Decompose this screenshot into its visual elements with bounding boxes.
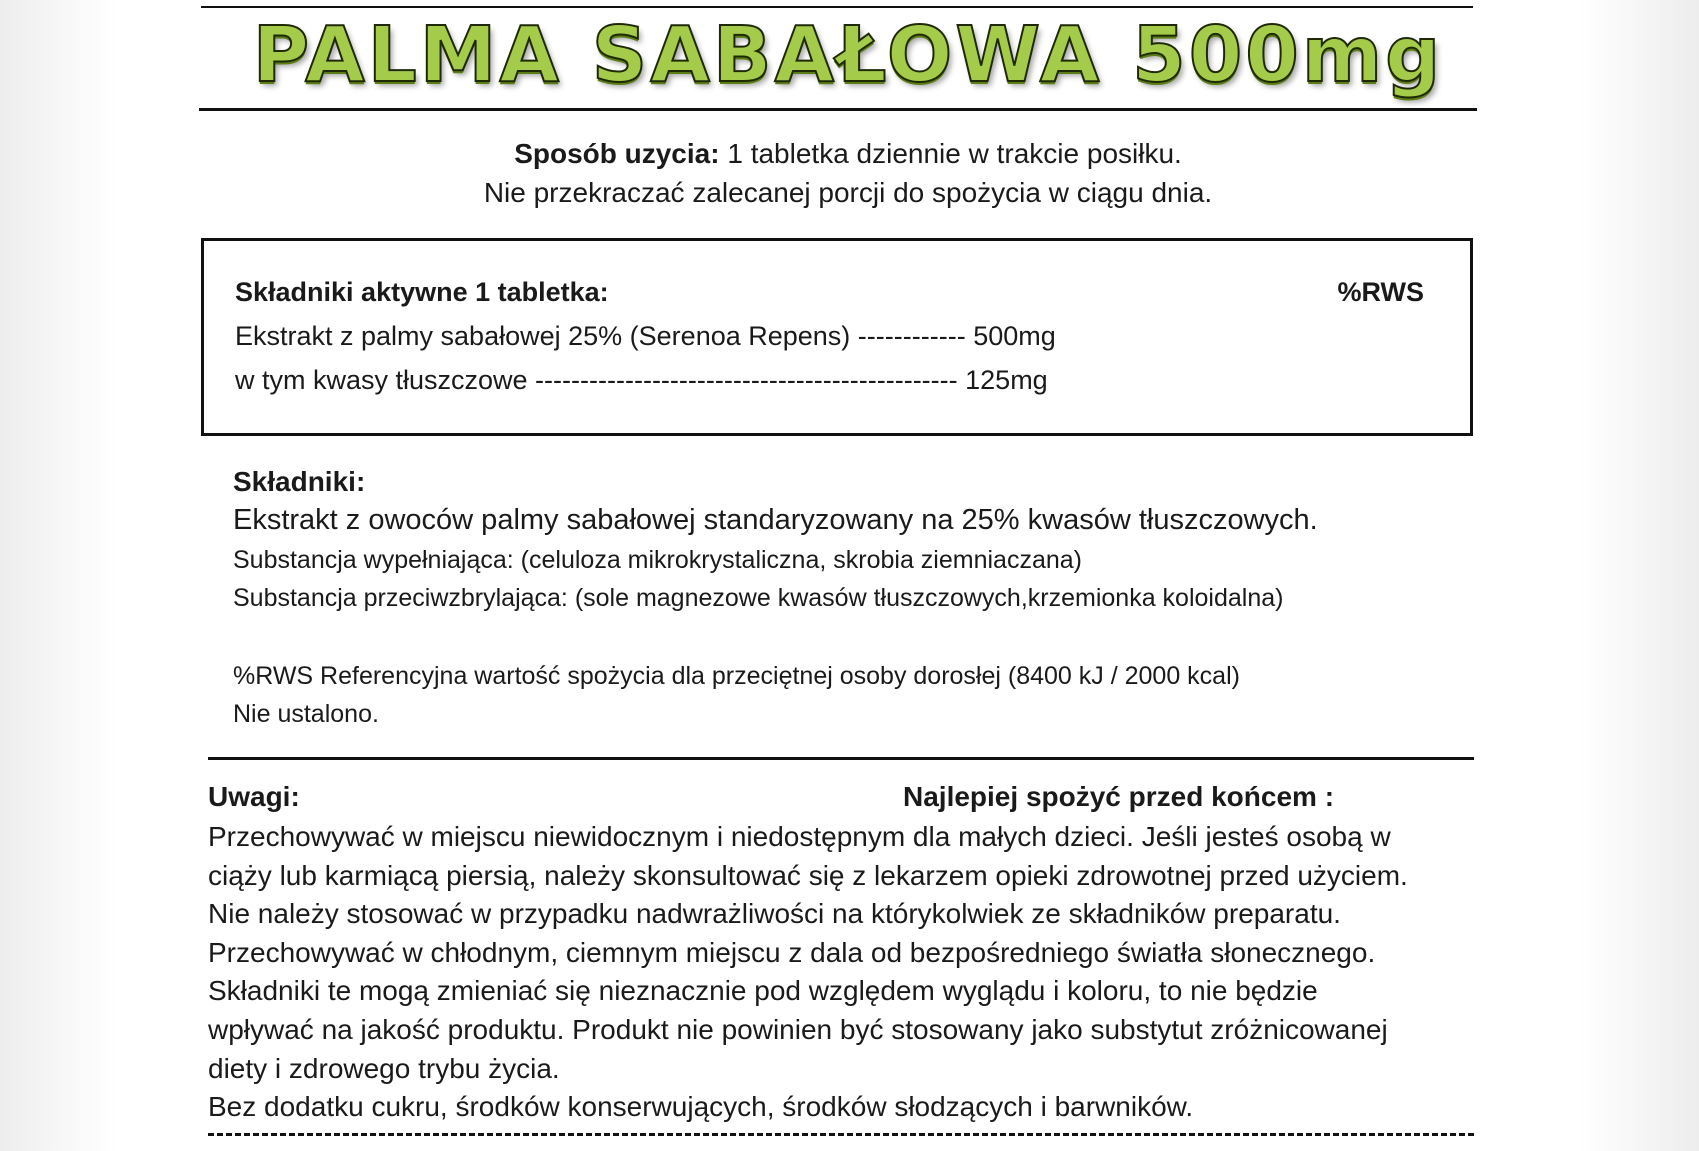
section-divider [208, 757, 1474, 760]
warnings-heading: Uwagi: [208, 781, 300, 812]
dashed-cut-line [208, 1133, 1474, 1136]
usage-line-2: Nie przekraczać zalecanej porcji do spożycia w ciągu dnia. [483, 177, 1213, 208]
active-ingredients-heading: Składniki aktywne 1 tabletka: [235, 277, 609, 307]
active-ingredients-box [201, 238, 1473, 436]
ingredient-line: Ekstrakt z owoców palmy sabałowej standaryzowany na 25% kwasów tłuszczowych. [233, 504, 1318, 536]
ingredients-heading: Składniki: [233, 466, 366, 497]
title-underline [199, 108, 1477, 111]
rws-column-label: %RWS [1337, 277, 1424, 307]
ingredient-line: Substancja przeciwzbrylająca: (sole magnezowe kwasów tłuszczowych,krzemionka koloidalna) [233, 584, 1284, 612]
ingredient-line: Substancja wypełniająca: (celuloza mikrokrystaliczna, skrobia ziemniaczana) [233, 546, 1082, 574]
rws-not-established: Nie ustalono. [233, 700, 379, 728]
product-title: PALMA SABAŁOWA 500mg [252, 11, 1444, 100]
warning-line: Nie należy stosować w przypadku nadwrażliwości na którykolwiek ze składników preparatu. [208, 898, 1341, 930]
top-rule [201, 6, 1473, 8]
usage-text: 1 tabletka dziennie w trakcie posiłku. [719, 138, 1182, 169]
usage-label: Sposób uzycia: [514, 138, 720, 169]
warning-line: Bez dodatku cukru, środków konserwujących, środków słodzących i barwników. [208, 1091, 1194, 1123]
warnings-body [208, 818, 1498, 1127]
product-label [118, 0, 1578, 1151]
warning-line: Przechowywać w miejscu niewidocznym i niedostępnym dla małych dzieci. Jeśli jesteś osobą w [208, 821, 1391, 852]
warning-line: ciąży lub karmiącą piersią, należy skonsultować się z lekarzem opieki zdrowotnej przed użyciem. [208, 859, 1408, 891]
usage-line-1 [118, 134, 1578, 173]
usage-instructions [118, 134, 1578, 212]
warning-line: Składniki te mogą zmieniać się nieznacznie pod względem wyglądu i koloru, to nie będzie [208, 975, 1318, 1007]
warning-line: Przechowywać w chłodnym, ciemnym miejscu z dala od bezpośredniego światła słonecznego. [208, 936, 1376, 968]
active-ingredient-row: w tym kwasy tłuszczowe ----------------------------------------------- 125mg [235, 365, 1048, 395]
warning-line: wpływać na jakość produktu. Produkt nie powinien być stosowany jako substytut zróżnicowanej [208, 1013, 1388, 1045]
active-ingredient-row: Ekstrakt z palmy sabałowej 25% (Serenoa Repens) ------------ 500mg [235, 321, 1056, 351]
warning-line: diety i zdrowego trybu życia. [208, 1052, 560, 1084]
rws-note: %RWS Referencyjna wartość spożycia dla przeciętnej osoby dorosłej (8400 kJ / 2000 kcal) [233, 662, 1240, 690]
best-before-label: Najlepiej spożyć przed końcem : [903, 781, 1335, 812]
